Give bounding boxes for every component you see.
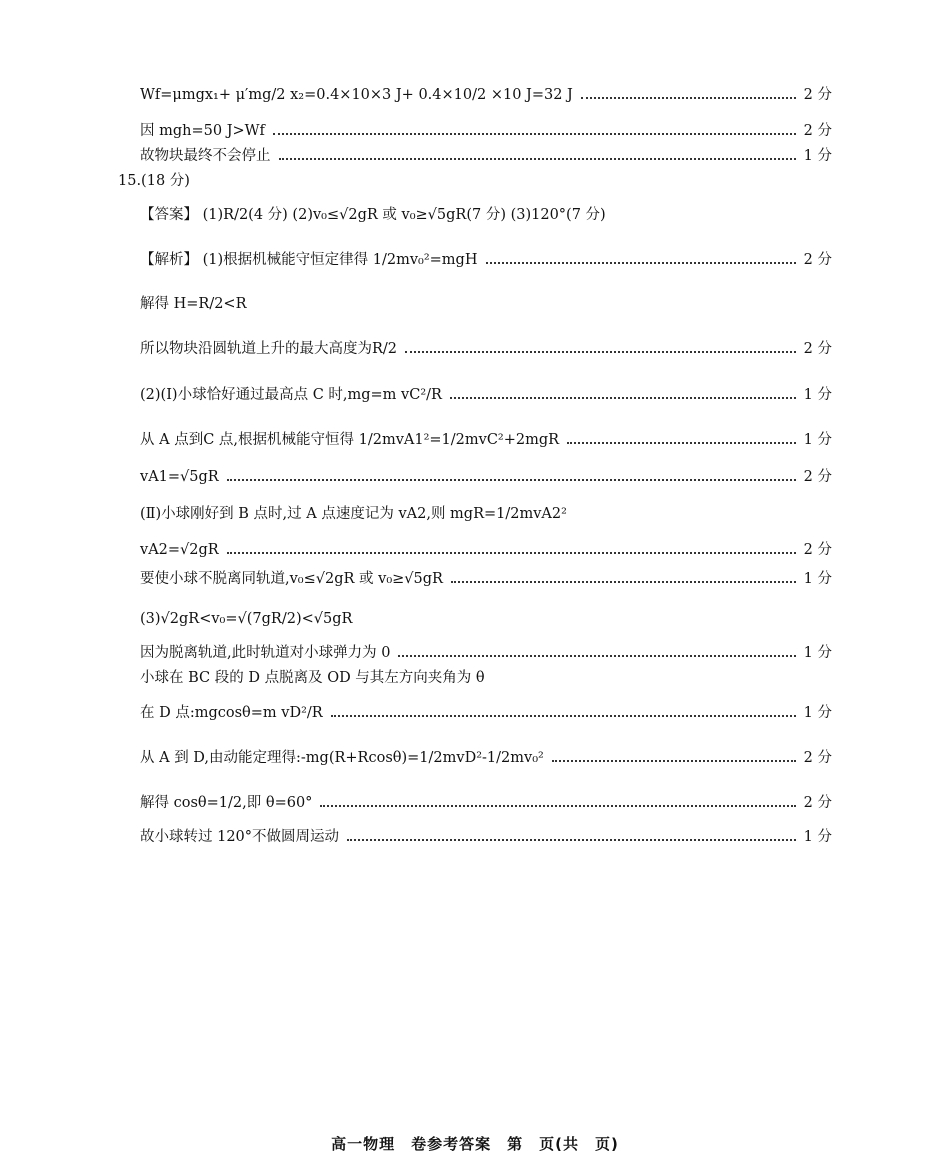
line-text: 【解析】 (1)根据机械能守恒定律得 1/2mv₀²=mgH: [140, 252, 478, 268]
line-text: 要使小球不脱离同轨道,v₀≤√2gR 或 v₀≥√5gR: [140, 571, 443, 587]
line-text: 解得 cosθ=1/2,即 θ=60°: [140, 795, 313, 811]
dot-leader: [581, 97, 796, 99]
line-text: 解得 H=R/2<R: [140, 296, 247, 312]
line-points: 2 分: [803, 87, 832, 103]
dot-leader: [273, 133, 796, 135]
line-text: vA1=√5gR: [140, 469, 219, 485]
line-points: 1 分: [803, 432, 832, 448]
line-text: (Ⅱ)小球刚好到 B 点时,过 A 点速度记为 vA2,则 mgR=1/2mvA2²: [140, 506, 567, 522]
dot-leader: [552, 760, 796, 762]
solution-line-2: [140, 124, 832, 139]
line-text: 15.(18 分): [118, 173, 190, 189]
analysis-line-12: [140, 671, 832, 686]
line-points: 1 分: [803, 829, 832, 845]
analysis-line-8: [140, 543, 832, 558]
analysis-line-9: [140, 572, 832, 587]
line-text: 在 D 点:mgcosθ=m vD²/R: [140, 705, 323, 721]
line-points: 1 分: [803, 387, 832, 403]
line-text: vA2=√2gR: [140, 542, 219, 558]
dot-leader: [331, 715, 796, 717]
analysis-line-10: [140, 612, 832, 627]
line-points: 1 分: [803, 148, 832, 164]
line-points: 2 分: [803, 542, 832, 558]
dot-leader: [405, 351, 796, 353]
answer-line: [140, 208, 832, 223]
question-number: [118, 174, 810, 189]
dot-leader: [279, 158, 796, 160]
dot-leader: [320, 805, 795, 807]
dot-leader: [450, 397, 796, 399]
analysis-line-3: [140, 342, 832, 357]
dot-leader: [451, 581, 796, 583]
analysis-line-4: [140, 388, 832, 403]
line-points: 2 分: [803, 795, 832, 811]
dot-leader: [398, 655, 795, 657]
solution-line-3: [140, 149, 832, 164]
line-points: 2 分: [803, 252, 832, 268]
line-text: Wf=μmgx₁+ μ′mg/2 x₂=0.4×10×3 J+ 0.4×10/2 ×10 J=32 J: [140, 87, 573, 103]
analysis-line-16: [140, 830, 832, 845]
line-points: 1 分: [803, 645, 832, 661]
line-text: 因为脱离轨道,此时轨道对小球弹力为 0: [140, 645, 391, 661]
analysis-line-11: [140, 646, 832, 661]
dot-leader: [567, 442, 796, 444]
dot-leader: [227, 479, 796, 481]
dot-leader: [347, 839, 796, 841]
analysis-line-6: [140, 470, 832, 485]
line-text: (2)(Ⅰ)小球恰好通过最高点 C 时,mg=m vC²/R: [140, 387, 442, 403]
analysis-line-15: [140, 796, 832, 811]
solution-line-1: [140, 88, 832, 103]
analysis-line-1: [140, 253, 832, 268]
dot-leader: [486, 262, 796, 264]
line-points: 2 分: [803, 123, 832, 139]
analysis-line-5: [140, 433, 832, 448]
line-points: 1 分: [803, 571, 832, 587]
line-points: 1 分: [803, 705, 832, 721]
line-text: 因 mgh=50 J>Wf: [140, 123, 265, 139]
line-points: 2 分: [803, 469, 832, 485]
line-text: 从 A 到 D,由动能定理得:-mg(R+Rcosθ)=1/2mvD²-1/2mv₀²: [140, 750, 544, 766]
line-points: 2 分: [803, 341, 832, 357]
line-text: 从 A 点到C 点,根据机械能守恒得 1/2mvA1²=1/2mvC²+2mgR: [140, 432, 560, 448]
line-points: 2 分: [803, 750, 832, 766]
page-footer: 高一物理 卷参考答案 第 页(共 页): [331, 1135, 619, 1153]
line-text: 小球在 BC 段的 D 点脱离及 OD 与其左方向夹角为 θ: [140, 670, 485, 686]
dot-leader: [227, 552, 796, 554]
line-text: 所以物块沿圆轨道上升的最大高度为R/2: [140, 341, 398, 357]
line-text: 【答案】 (1)R/2(4 分) (2)v₀≤√2gR 或 v₀≥√5gR(7 分) (3)120°(7 分): [140, 207, 606, 223]
analysis-line-14: [140, 751, 832, 766]
analysis-line-7: [140, 507, 832, 522]
analysis-line-13: [140, 706, 832, 721]
analysis-line-2: [140, 297, 832, 312]
line-text: 故物块最终不会停止: [140, 148, 271, 164]
line-text: (3)√2gR<v₀=√(7gR/2)<√5gR: [140, 611, 353, 627]
line-text: 故小球转过 120°不做圆周运动: [140, 829, 340, 845]
